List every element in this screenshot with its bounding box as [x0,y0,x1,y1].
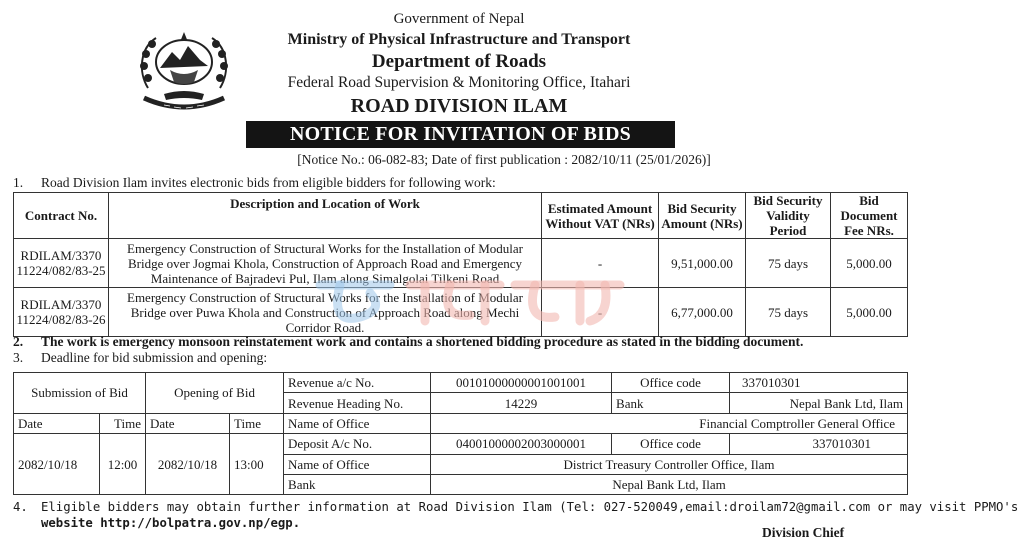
table-row [14,239,908,288]
division-title: ROAD DIVISION ILAM [350,95,568,117]
submission-date-label: Date [14,413,100,433]
estimated-amount-cell: - [542,239,659,288]
paragraph-4-website: website http://bolpatra.gov.np/egp. [41,516,301,530]
estimated-amount-cell: - [542,288,659,337]
paragraph-4 [13,500,1018,514]
works-table-header-row [14,193,908,239]
header-document-fee: Bid Document Fee NRs. [831,193,908,239]
signature-label: Division Chief [762,525,845,540]
table-row [14,288,908,337]
paragraph-3-text: Deadline for bid submission and opening: [41,350,268,365]
bid-security-cell: 6,77,000.00 [659,288,746,337]
name-of-office-label: Name of Office [284,413,431,433]
document-fee-cell: 5,000.00 [831,239,908,288]
header-description: Description and Location of Work [109,193,542,239]
office-code-label: Office code [612,373,730,393]
works-table [13,192,908,337]
paragraph-2-number: 2. [13,334,24,349]
description-cell: Emergency Construction of Structural Works for the Installation of Modular Bridge over Jogmai Khola, Construction of Approach Road and Emergency Maintenance of Bajradevi Pul, Ilam along Simalgolai Tilkeni Road [109,239,542,288]
header-contract-no: Contract No. [14,193,109,239]
opening-of-bid-label: Opening of Bid [146,373,284,414]
name-of-office-label: Name of Office [284,454,431,474]
submission-time-label: Time [100,413,146,433]
opening-date-label: Date [146,413,230,433]
deadline-table [13,372,908,495]
notice-banner: NOTICE FOR INVITATION OF BIDS [246,121,675,148]
bank-label: Bank [612,393,730,413]
revenue-ac-value: 00101000000001001001 [431,373,612,393]
office-code-label: Office code [612,434,730,454]
submission-date-value: 2082/10/18 [14,434,100,495]
validity-cell: 75 days [746,288,831,337]
government-title: Government of Nepal [393,11,525,27]
header-validity: Bid Security Validity Period [746,193,831,239]
bid-security-cell: 9,51,000.00 [659,239,746,288]
paragraph-2-text: The work is emergency monsoon reinstatement work and contains a shortened bidding procedure as stated in the bidding document. [41,334,804,349]
paragraph-2 [13,334,803,350]
header-estimated-amount: Estimated Amount Without VAT (NRs) [542,193,659,239]
bank-value: Nepal Bank Ltd, Ilam [730,393,908,413]
office-title: Federal Road Supervision & Monitoring Office, Itahari [287,74,631,91]
table-row [14,413,908,433]
validity-cell: 75 days [746,239,831,288]
department-title: Department of Roads [371,51,547,72]
submission-of-bid-label: Submission of Bid [14,373,146,414]
ministry-title: Ministry of Physical Infrastructure and Transport [287,31,631,48]
opening-time-value: 13:00 [230,434,284,495]
table-row [14,434,908,454]
description-cell: Emergency Construction of Structural Works for the Installation of Modular Bridge over Puwa Khola and Construction of Approach Road along Mechi Corridor Road. [109,288,542,337]
notice-number-line: [Notice No.: 06-082-83; Date of first publication : 2082/10/11 (25/01/2026)] [297,152,711,167]
bank-value: Nepal Bank Ltd, Ilam [431,474,908,494]
contract-no-cell: RDILAM/3370 11224/082/83-25 [14,239,109,288]
paragraph-4-text: Eligible bidders may obtain further information at Road Division Ilam (Tel: 027-520049,email:droilam72@gmail.com or may visit PPMO's [41,500,1018,514]
revenue-heading-label: Revenue Heading No. [284,393,431,413]
paragraph-1-text: Road Division Ilam invites electronic bids from eligible bidders for following work: [41,175,496,190]
table-row [14,373,908,393]
opening-time-label: Time [230,413,284,433]
paragraph-4-number: 4. [13,500,28,514]
deposit-ac-value: 04001000002003000001 [431,434,612,454]
header-bid-security: Bid Security Amount (NRs) [659,193,746,239]
contract-no-cell: RDILAM/3370 11224/082/83-26 [14,288,109,337]
office-code-value: 337010301 [730,434,908,454]
name-of-office-value: District Treasury Controller Office, Ilam [431,454,908,474]
paragraph-1 [13,175,496,191]
document-fee-cell: 5,000.00 [831,288,908,337]
revenue-ac-label: Revenue a/c No. [284,373,431,393]
name-of-office-value: Financial Comptroller General Office [431,413,908,433]
office-code-value: 337010301 [730,373,908,393]
paragraph-1-number: 1. [13,175,24,190]
revenue-heading-value: 14229 [431,393,612,413]
paragraph-3 [13,350,267,366]
opening-date-value: 2082/10/18 [146,434,230,495]
bank-label: Bank [284,474,431,494]
deposit-ac-label: Deposit A/c No. [284,434,431,454]
submission-time-value: 12:00 [100,434,146,495]
paragraph-3-number: 3. [13,350,24,365]
